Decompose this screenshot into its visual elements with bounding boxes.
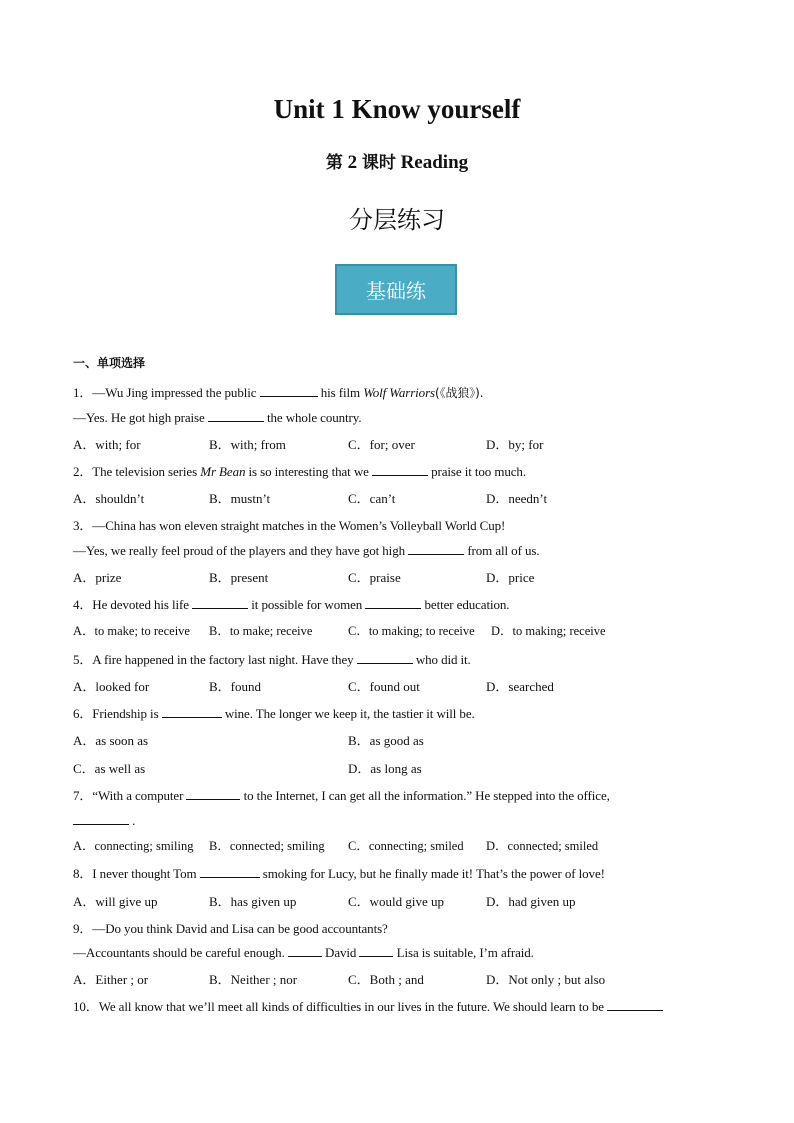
question-9-reply (73, 944, 534, 961)
q3-option-a[interactable]: A．prize (73, 570, 122, 585)
q9-line2-c: Lisa is suitable, I’m afraid. (396, 945, 534, 960)
question-7-line2 (73, 812, 135, 829)
q7-option-d[interactable]: D．connected; smiled (486, 839, 599, 853)
q6-option-c[interactable]: C．as well as (73, 761, 146, 776)
q9-option-b[interactable]: B．Neither ; nor (209, 972, 298, 987)
subtitle-prefix: 第 (325, 153, 343, 173)
q5-option-a[interactable]: A．looked for (73, 679, 150, 694)
q3-line2-a: —Yes, we really feel proud of the players and they have got high (73, 543, 405, 558)
q2-option-c[interactable]: C．can’t (348, 491, 396, 506)
q2-italic-title: Mr Bean (200, 464, 246, 479)
q6-option-d[interactable]: D．as long as (348, 761, 422, 776)
question-7 (73, 785, 610, 804)
q2-blank (372, 463, 428, 476)
q4-text-b: it possible for women (251, 597, 363, 612)
question-1 (73, 382, 483, 401)
q7-text-b: to the Internet, I can get all the information.” He stepped into the office, (243, 788, 610, 803)
q4-text-a: 4．He devoted his life (73, 597, 189, 612)
q9-option-d[interactable]: D．Not only ; but also (486, 972, 606, 987)
question-10 (73, 996, 663, 1015)
question-6 (73, 703, 475, 722)
q5-text-b: who did it. (415, 652, 471, 667)
q3-blank (408, 542, 464, 555)
q6-option-a[interactable]: A．as soon as (73, 733, 149, 748)
lesson-subtitle (0, 148, 794, 174)
q4-option-a[interactable]: A．to make; to receive (73, 624, 190, 638)
q1-text-a: 1．—Wu Jing impressed the public (73, 385, 257, 400)
q1-blank-2 (208, 409, 264, 422)
q7-blank-2 (73, 812, 129, 825)
question-5 (73, 649, 471, 668)
q7-option-c[interactable]: C．connecting; smiled (348, 839, 464, 853)
q1-blank-1 (260, 384, 318, 397)
q8-option-a[interactable]: A．will give up (73, 894, 158, 909)
q9-option-a[interactable]: A．Either ; or (73, 972, 149, 987)
q10-blank (607, 998, 663, 1011)
q1-text-c: (《战狼》). (434, 386, 484, 400)
q1-italic-title: Wolf Warriors (363, 385, 435, 400)
question-1-reply (73, 409, 361, 426)
q8-option-d[interactable]: D．had given up (486, 894, 576, 909)
q1-line2-a: —Yes. He got high praise (73, 410, 205, 425)
question-3: 3．—China has won eleven straight matches in the Women’s Volleyball World Cup! (73, 518, 506, 533)
q7-text-a: 7．“With a computer (73, 788, 184, 803)
level-badge: 基础练 (335, 264, 457, 315)
question-9: 9．—Do you think David and Lisa can be good accountants? (73, 921, 388, 936)
q4-option-b[interactable]: B．to make; receive (209, 624, 313, 638)
q9-line2-b: David (325, 945, 357, 960)
q3-option-d[interactable]: D．price (486, 570, 535, 585)
q5-option-b[interactable]: B．found (209, 679, 262, 694)
q4-blank-2 (365, 596, 421, 609)
q2-option-a[interactable]: A．shouldn’t (73, 491, 145, 506)
subtitle-number: 2 (347, 152, 358, 173)
question-4 (73, 594, 509, 613)
section-label: 一、单项选择 (73, 356, 146, 370)
section-heading: 分层练习 (349, 206, 445, 234)
q5-blank (357, 651, 413, 664)
q6-text-b: wine. The longer we keep it, the tastier it will be. (224, 706, 475, 721)
q6-text-a: 6．Friendship is (73, 706, 159, 721)
question-8 (73, 863, 605, 882)
q6-option-b[interactable]: B．as good as (348, 733, 424, 748)
q2-option-b[interactable]: B．mustn’t (209, 491, 271, 506)
q4-blank-1 (192, 596, 248, 609)
q1-option-b[interactable]: B．with; from (209, 437, 286, 452)
q1-option-a[interactable]: A．with; for (73, 437, 141, 452)
q2-text-a: 2．The television series (73, 464, 198, 479)
q2-text-b: is so interesting that we (248, 464, 369, 479)
q1-option-c[interactable]: C．for; over (348, 437, 415, 452)
q4-option-d[interactable]: D．to making; receive (491, 624, 606, 638)
q1-text-b: his film (320, 385, 361, 400)
q2-text-c: praise it too much. (431, 464, 526, 479)
q8-blank (200, 865, 260, 878)
q2-option-d[interactable]: D．needn’t (486, 491, 548, 506)
q5-option-d[interactable]: D．searched (486, 679, 554, 694)
q7-option-b[interactable]: B．connected; smiling (209, 839, 325, 853)
q4-option-c[interactable]: C．to making; to receive (348, 624, 475, 638)
document-title: Unit 1 Know yourself (273, 94, 521, 124)
subtitle-word: Reading (400, 152, 469, 173)
question-2 (73, 461, 526, 480)
q9-line2-a: —Accountants should be careful enough. (73, 945, 285, 960)
q8-text-b: smoking for Lucy, but he finally made it! That’s the power of love! (262, 866, 605, 881)
q8-option-c[interactable]: C．would give up (348, 894, 445, 909)
q7-end: . (132, 813, 136, 828)
q3-option-b[interactable]: B．present (209, 570, 269, 585)
q9-blank-1 (288, 944, 322, 957)
q7-option-a[interactable]: A．connecting; smiling (73, 839, 194, 853)
q5-option-c[interactable]: C．found out (348, 679, 420, 694)
q10-text-a: 10．We all know that we’ll meet all kinds of difficulties in our lives in the future. We should learn to be (73, 999, 604, 1014)
q4-text-c: better education. (424, 597, 510, 612)
q6-blank (162, 705, 222, 718)
q3-line2-b: from all of us. (467, 543, 540, 558)
q5-text-a: 5．A fire happened in the factory last night. Have they (73, 652, 354, 667)
q3-option-c[interactable]: C．praise (348, 570, 401, 585)
q1-line2-b: the whole country. (267, 410, 362, 425)
q8-option-b[interactable]: B．has given up (209, 894, 297, 909)
q7-blank-1 (186, 787, 240, 800)
subtitle-mid: 课时 (361, 153, 396, 173)
q9-blank-2 (359, 944, 393, 957)
q1-option-d[interactable]: D．by; for (486, 437, 544, 452)
q9-option-c[interactable]: C．Both ; and (348, 972, 424, 987)
q8-text-a: 8．I never thought Tom (73, 866, 197, 881)
question-3-reply (73, 542, 539, 559)
